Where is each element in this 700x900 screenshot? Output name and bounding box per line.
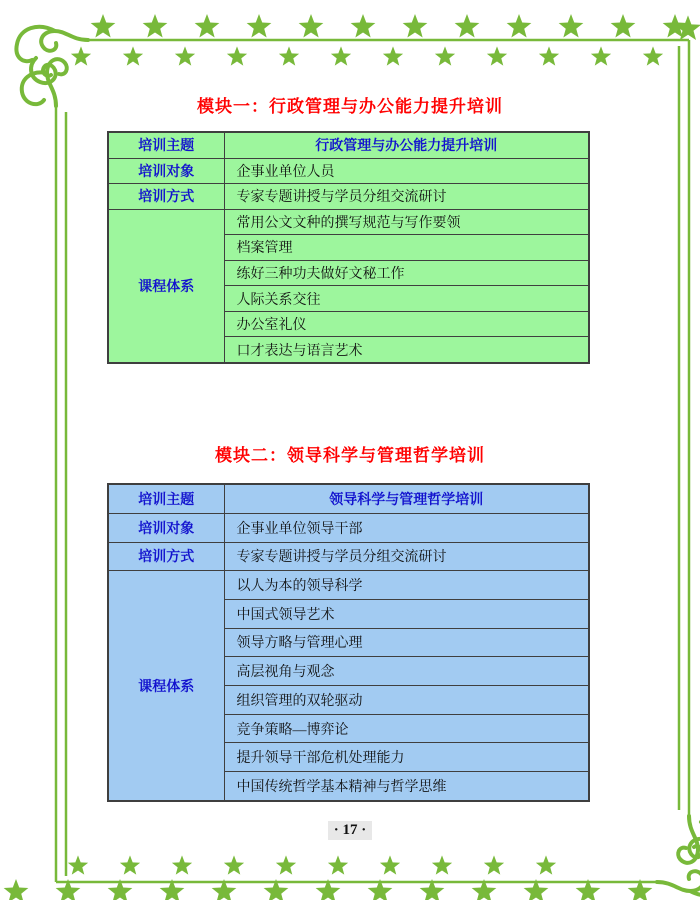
star-icon: [576, 879, 601, 900]
theme-label-cell: 培训主题: [108, 484, 224, 513]
module-two-title: 模块二：领导科学与管理哲学培训: [215, 446, 485, 465]
star-icon: [227, 46, 247, 65]
course-item-cell: 高层视角与观念: [224, 657, 589, 686]
star-icon: [120, 855, 140, 874]
page-footer: [0, 821, 700, 840]
course-item-cell: 档案管理: [224, 235, 589, 261]
star-icon: [432, 855, 452, 874]
star-icon: [143, 14, 168, 38]
audience-label-cell: 培训对象: [108, 513, 224, 542]
course-item-cell: 提升领导干部危机处理能力: [224, 743, 589, 772]
star-icon: [663, 14, 688, 38]
star-icon: [212, 879, 237, 900]
star-icon: [279, 46, 299, 65]
star-icon: [611, 14, 636, 38]
star-icon: [539, 46, 559, 65]
course-item-cell: 人际关系交往: [224, 286, 589, 312]
course-item-cell: 中国式领导艺术: [224, 599, 589, 628]
star-icon: [351, 14, 376, 38]
star-icon: [247, 14, 272, 38]
theme-value-cell: 行政管理与办公能力提升培训: [224, 132, 589, 158]
star-icon: [331, 46, 351, 65]
audience-value-cell: 企事业单位人员: [224, 158, 589, 184]
star-icon: [68, 855, 88, 874]
star-icon: [507, 14, 532, 38]
star-icon: [487, 46, 507, 65]
method-label-cell: 培训方式: [108, 542, 224, 571]
course-item-cell: 组织管理的双轮驱动: [224, 686, 589, 715]
star-icon: [643, 46, 663, 65]
star-icon: [299, 14, 324, 38]
star-icon: [71, 46, 91, 65]
star-icon: [403, 14, 428, 38]
courses-label-cell: 课程体系: [108, 571, 224, 801]
course-item-cell: 常用公文文种的撰写规范与写作要领: [224, 209, 589, 235]
course-item-cell: 领导方略与管理心理: [224, 628, 589, 657]
module-two-table: [107, 483, 590, 802]
star-icon: [160, 879, 185, 900]
star-icon: [524, 879, 549, 900]
theme-value-cell: 领导科学与管理哲学培训: [224, 484, 589, 513]
star-icon: [383, 46, 403, 65]
star-icon: [472, 879, 497, 900]
method-label-cell: 培训方式: [108, 184, 224, 210]
star-icon: [56, 879, 81, 900]
star-icon: [380, 855, 400, 874]
star-icon: [123, 46, 143, 65]
star-icon: [175, 46, 195, 65]
star-icon: [536, 855, 556, 874]
star-icon: [675, 15, 700, 40]
star-icon: [368, 879, 393, 900]
star-icon: [108, 879, 133, 900]
star-icon: [195, 14, 220, 38]
star-icon: [91, 14, 116, 38]
course-item-cell: 以人为本的领导科学: [224, 571, 589, 600]
module-one-table: [107, 131, 590, 364]
star-icon: [420, 879, 445, 900]
star-icon: [276, 855, 296, 874]
star-icon: [172, 855, 192, 874]
module-one-title: 模块一：行政管理与办公能力提升培训: [197, 97, 503, 116]
course-item-cell: 中国传统哲学基本精神与哲学思维: [224, 772, 589, 801]
course-item-cell: 练好三种功夫做好文秘工作: [224, 260, 589, 286]
course-item-cell: 竞争策略—博弈论: [224, 714, 589, 743]
star-icon: [316, 879, 341, 900]
star-icon: [455, 14, 480, 38]
course-item-cell: 办公室礼仪: [224, 311, 589, 337]
course-item-cell: 口才表达与语言艺术: [224, 337, 589, 363]
method-value-cell: 专家专题讲授与学员分组交流研讨: [224, 542, 589, 571]
star-icon: [328, 855, 348, 874]
audience-label-cell: 培训对象: [108, 158, 224, 184]
courses-label-cell: 课程体系: [108, 209, 224, 363]
method-value-cell: 专家专题讲授与学员分组交流研讨: [224, 184, 589, 210]
star-icon: [264, 879, 289, 900]
theme-label-cell: 培训主题: [108, 132, 224, 158]
star-icon: [224, 855, 244, 874]
audience-value-cell: 企事业单位领导干部: [224, 513, 589, 542]
star-icon: [591, 46, 611, 65]
star-icon: [435, 46, 455, 65]
star-icon: [4, 879, 29, 900]
page-number: · 17 ·: [328, 821, 373, 840]
star-icon: [628, 879, 653, 900]
star-icon: [559, 14, 584, 38]
star-icon: [484, 855, 504, 874]
